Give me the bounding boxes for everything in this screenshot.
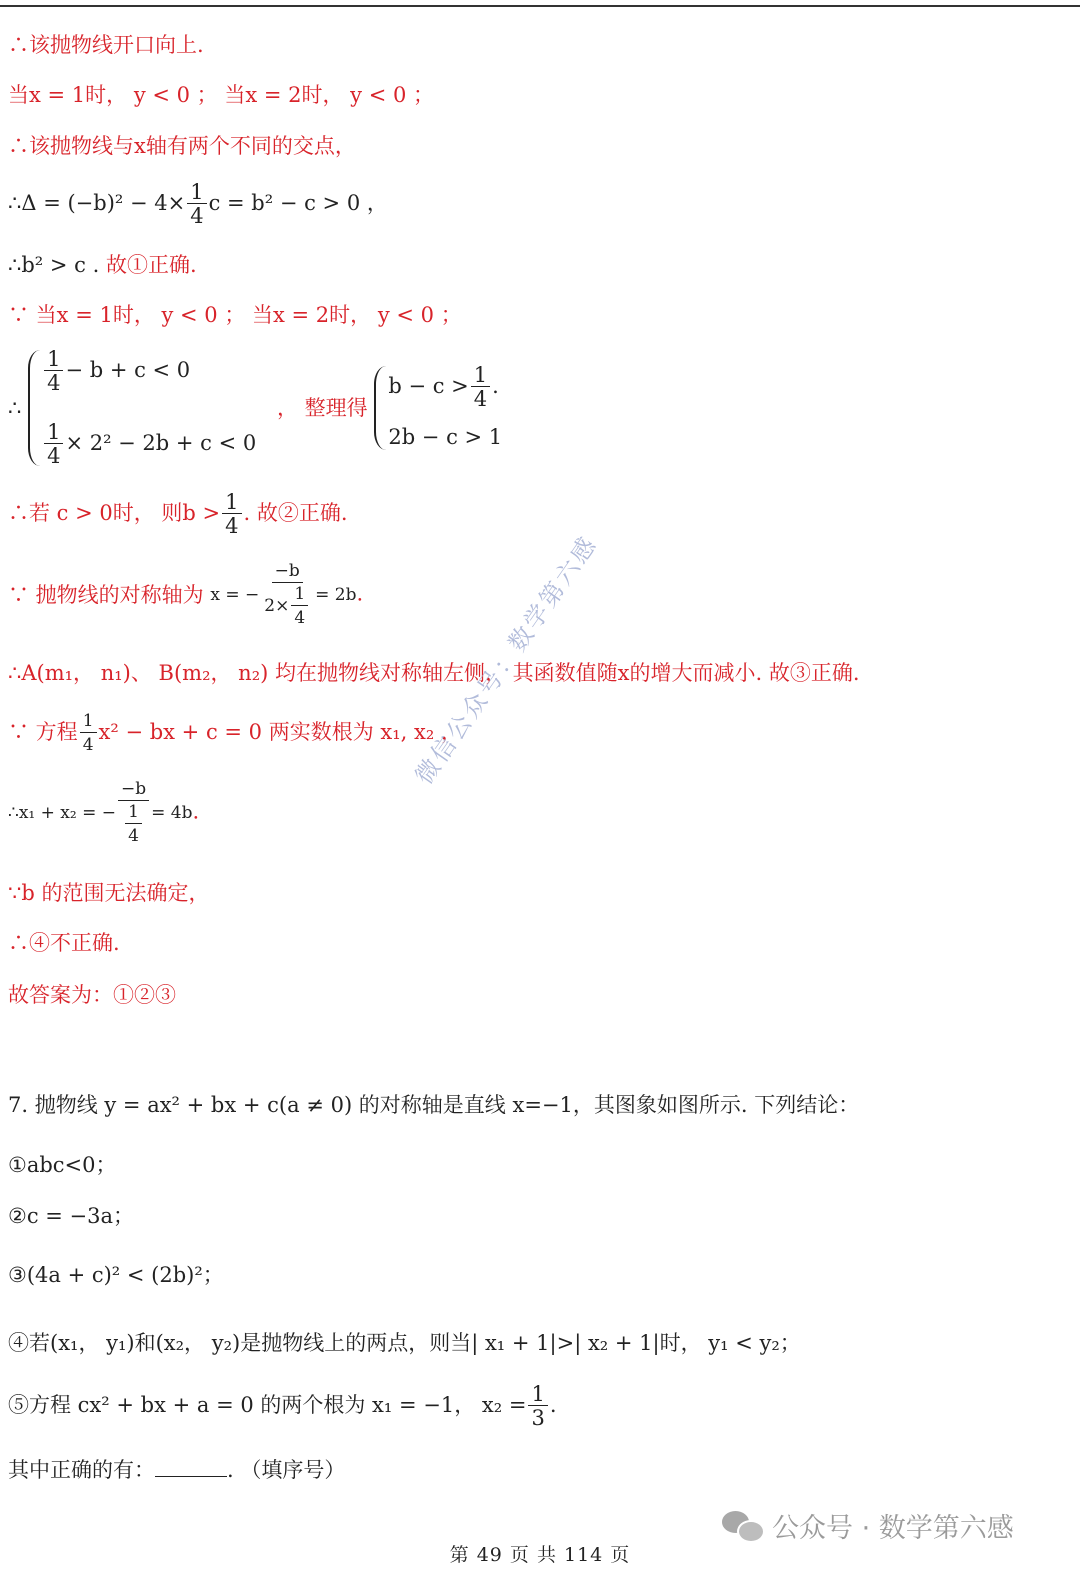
problem-7-stem: 7. 抛物线 y = ax² + bx + c(a ≠ 0) 的对称轴是直线 x=−1，其图象如图所示. 下列结论： (8, 1093, 860, 1117)
solution-line-12: ∴x₁ + x₂ = − $\frac{-b}{\frac{1}{4}}$ = 4b. (8, 779, 200, 846)
solution-line-13: ∵b 的范围无法确定， (8, 881, 210, 905)
solution-line-1: ∴该抛物线开口向上. (8, 33, 204, 57)
solution-line-9: ∵ 抛物线的对称轴为 x = − −b 2× $\frac{1}{4}$ = 2b. (8, 561, 364, 628)
watermark: 微信公众号：数学第六感 (409, 530, 604, 790)
statement-5: ⑤方程 cx² + bx + a = 0 的两个根为 x₁ = −1， x₂ = $\frac{1}{3}$ . (8, 1382, 557, 1430)
solution-line-4: ∴Δ = (−b)² − 4× $\frac{1}{4}$ c = b² − c > 0 ， (8, 180, 388, 228)
statement-3: ③(4a + c)² < (2b)²； (8, 1263, 224, 1287)
statement-2: ②c = −3a； (8, 1204, 135, 1228)
solution-line-2: 当x = 1时， y < 0 ； 当x = 2时， y < 0 ； (8, 83, 435, 107)
solution-line-5: ∴b² > c . 故①正确. (8, 253, 197, 277)
solution-line-10: ∴A(m₁， n₁)、 B(m₂， n₂) 均在抛物线对称轴左侧， 其函数值随x的增大而减小. 故③正确. (8, 661, 860, 685)
wechat-brand (722, 1506, 1014, 1544)
statement-1: ①abc<0； (8, 1153, 117, 1177)
wechat-icon (722, 1509, 762, 1541)
statement-4: ④若(x₁， y₁)和(x₂， y₂)是抛物线上的两点，则当| x₁ + 1|>| x₂ + 1|时， y₁ < y₂； (8, 1331, 801, 1355)
solution-line-11: ∵ 方程 $\frac{1}{4}$ x² − bx + c = 0 两实数根为 x₁, x₂ ， (8, 711, 462, 755)
wechat-brand-label: 公众号 · 数学第六感 (772, 1512, 1014, 1544)
solution-line-3: ∴该抛物线与x轴有两个不同的交点， (8, 134, 356, 158)
solution-line-8: ∴若 c > 0时， 则b > $\frac{1}{4}$ . 故②正确. (8, 490, 348, 538)
page-footer: 第 49 页 共 114 页 (449, 1544, 631, 1566)
solution-line-6: ∵ 当x = 1时， y < 0 ； 当x = 2时， y < 0 ； (8, 303, 462, 327)
answer-prompt: 其中正确的有： . （填序号） (8, 1458, 346, 1482)
fraction-quarter: $\frac{1}{4}$ (187, 181, 206, 228)
top-rule (0, 5, 1080, 7)
solution-line-7-system: ∴ $\frac{1}{4}$ − b + c < 0 $\frac{1}{4}$ × 2² − 2b + c < 0 ， 整理得 b − c > $\frac{1}{4}$ . 2b − c > 1 (8, 347, 503, 468)
solution-line-14: ∴④不正确. (8, 931, 120, 955)
answer-blank[interactable] (155, 1456, 227, 1477)
final-answer: 故答案为：①②③ (8, 983, 176, 1007)
